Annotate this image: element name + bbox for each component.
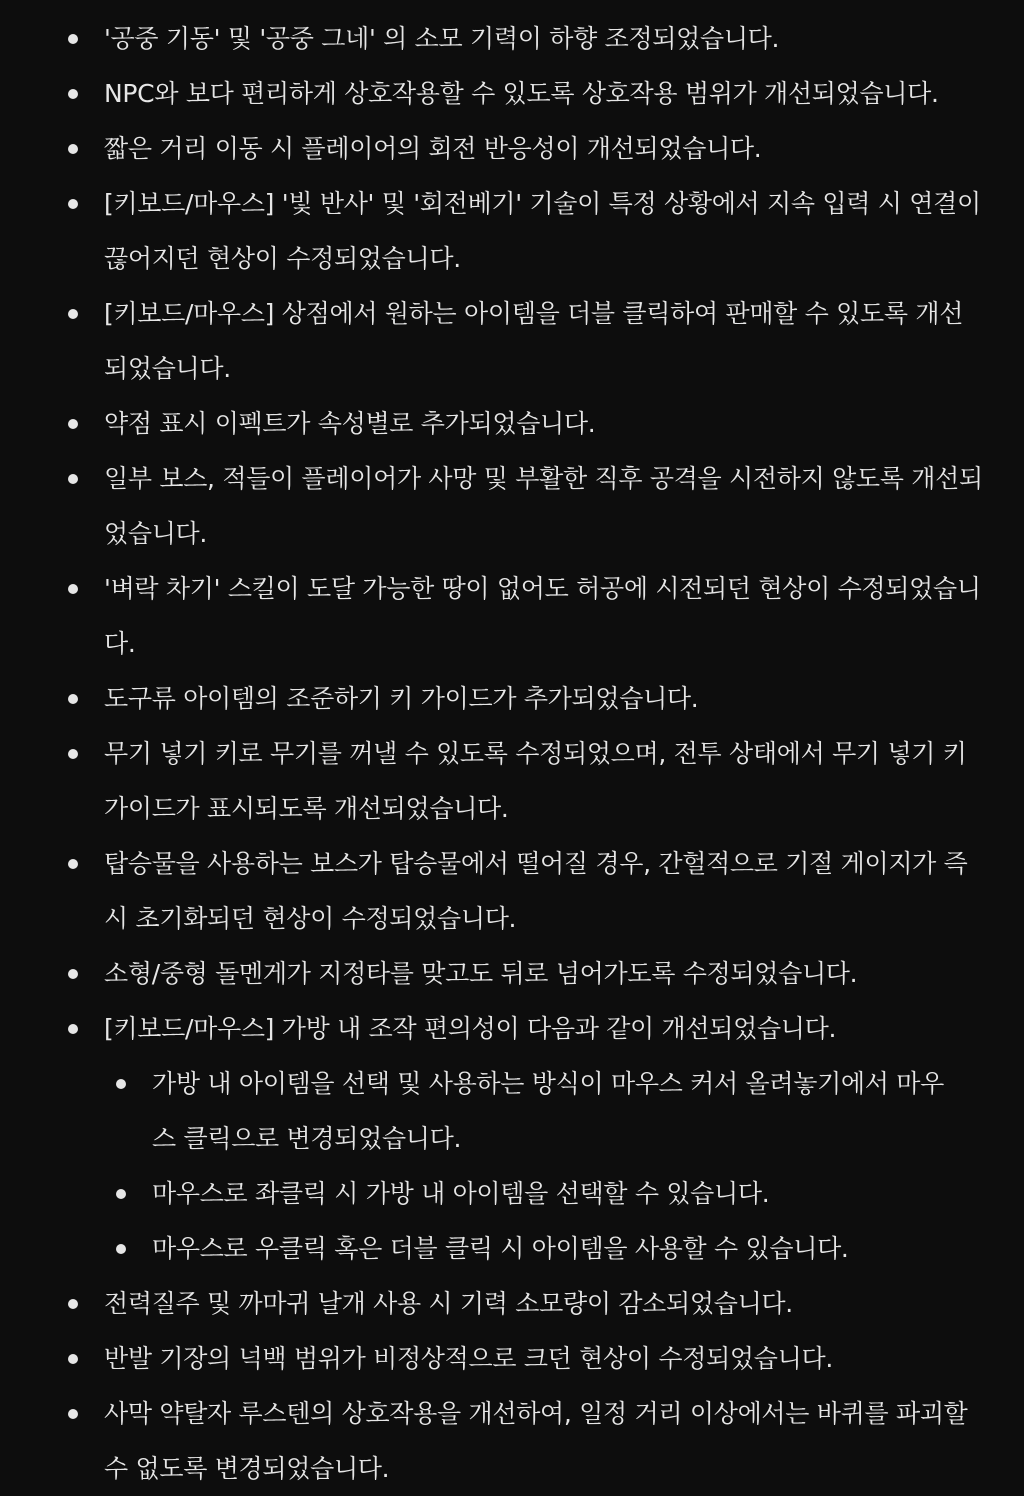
list-item <box>0 66 1024 121</box>
sub-list-item-text: 마우스로 좌클릭 시 가방 내 아이템을 선택할 수 있습니다. <box>152 1179 770 1208</box>
list-item <box>0 451 1024 561</box>
list-item <box>0 561 1024 671</box>
list-item-text: 전력질주 및 까마귀 날개 사용 시 기력 소모량이 감소되었습니다. <box>104 1289 793 1318</box>
list-item-text: 반발 기장의 넉백 범위가 비정상적으로 크던 현상이 수정되었습니다. <box>104 1344 833 1373</box>
list-item <box>0 946 1024 1001</box>
list-item <box>0 671 1024 726</box>
list-item-text: [키보드/마우스] '빛 반사' 및 '회전베기' 기술이 특정 상황에서 지속 입력 시 연결이 끊어지던 현상이 수정되었습니다. <box>104 189 981 273</box>
list-item <box>0 396 1024 451</box>
list-item <box>0 836 1024 946</box>
list-item-text: 탑승물을 사용하는 보스가 탑승물에서 떨어질 경우, 간헐적으로 기절 게이지가 즉시 초기화되던 현상이 수정되었습니다. <box>104 849 968 933</box>
sub-list-item <box>0 1221 984 1276</box>
list-item <box>0 176 1024 286</box>
list-item <box>0 11 1024 66</box>
list-item-text: 무기 넣기 키로 무기를 꺼낼 수 있도록 수정되었으며, 전투 상태에서 무기 넣기 키가이드가 표시되도록 개선되었습니다. <box>104 739 967 823</box>
list-item <box>0 286 1024 396</box>
sub-list-item-text: 가방 내 아이템을 선택 및 사용하는 방식이 마우스 커서 올려놓기에서 마우스 클릭으로 변경되었습니다. <box>152 1069 944 1153</box>
sub-list-item-text: 마우스로 우클릭 혹은 더블 클릭 시 아이템을 사용할 수 있습니다. <box>152 1234 849 1263</box>
list-item-text: 짧은 거리 이동 시 플레이어의 회전 반응성이 개선되었습니다. <box>104 134 762 163</box>
list-item-text: [키보드/마우스] 상점에서 원하는 아이템을 더블 클릭하여 판매할 수 있도록 개선되었습니다. <box>104 299 964 383</box>
list-item <box>0 1001 1024 1276</box>
sub-list-item <box>0 1056 984 1166</box>
list-item-text: 사막 약탈자 루스텐의 상호작용을 개선하여, 일정 거리 이상에서는 바퀴를 파괴할 수 없도록 변경되었습니다. <box>104 1399 968 1483</box>
list-item <box>0 726 1024 836</box>
list-item <box>0 1386 1024 1496</box>
list-item-text: 약점 표시 이펙트가 속성별로 추가되었습니다. <box>104 409 596 438</box>
list-item-text: '공중 기동' 및 '공중 그네' 의 소모 기력이 하향 조정되었습니다. <box>104 24 780 53</box>
inventory-sub-list <box>0 1056 984 1276</box>
list-item <box>0 1331 1024 1386</box>
list-item <box>0 1276 1024 1331</box>
list-item-text: 일부 보스, 적들이 플레이어가 사망 및 부활한 직후 공격을 시전하지 않도록 개선되었습니다. <box>104 464 983 548</box>
list-item-text: NPC와 보다 편리하게 상호작용할 수 있도록 상호작용 범위가 개선되었습니다. <box>104 79 939 108</box>
list-item-text: 소형/중형 돌멘게가 지정타를 맞고도 뒤로 넘어가도록 수정되었습니다. <box>104 959 858 988</box>
list-item-text: 도구류 아이템의 조준하기 키 가이드가 추가되었습니다. <box>104 684 699 713</box>
sub-list-item <box>0 1166 984 1221</box>
list-item-text: [키보드/마우스] 가방 내 조작 편의성이 다음과 같이 개선되었습니다. <box>104 1014 837 1043</box>
list-item <box>0 121 1024 176</box>
patch-notes-list <box>0 11 1024 1496</box>
list-item-text: '벼락 차기' 스킬이 도달 가능한 땅이 없어도 허공에 시전되던 현상이 수정되었습니다. <box>104 574 981 658</box>
